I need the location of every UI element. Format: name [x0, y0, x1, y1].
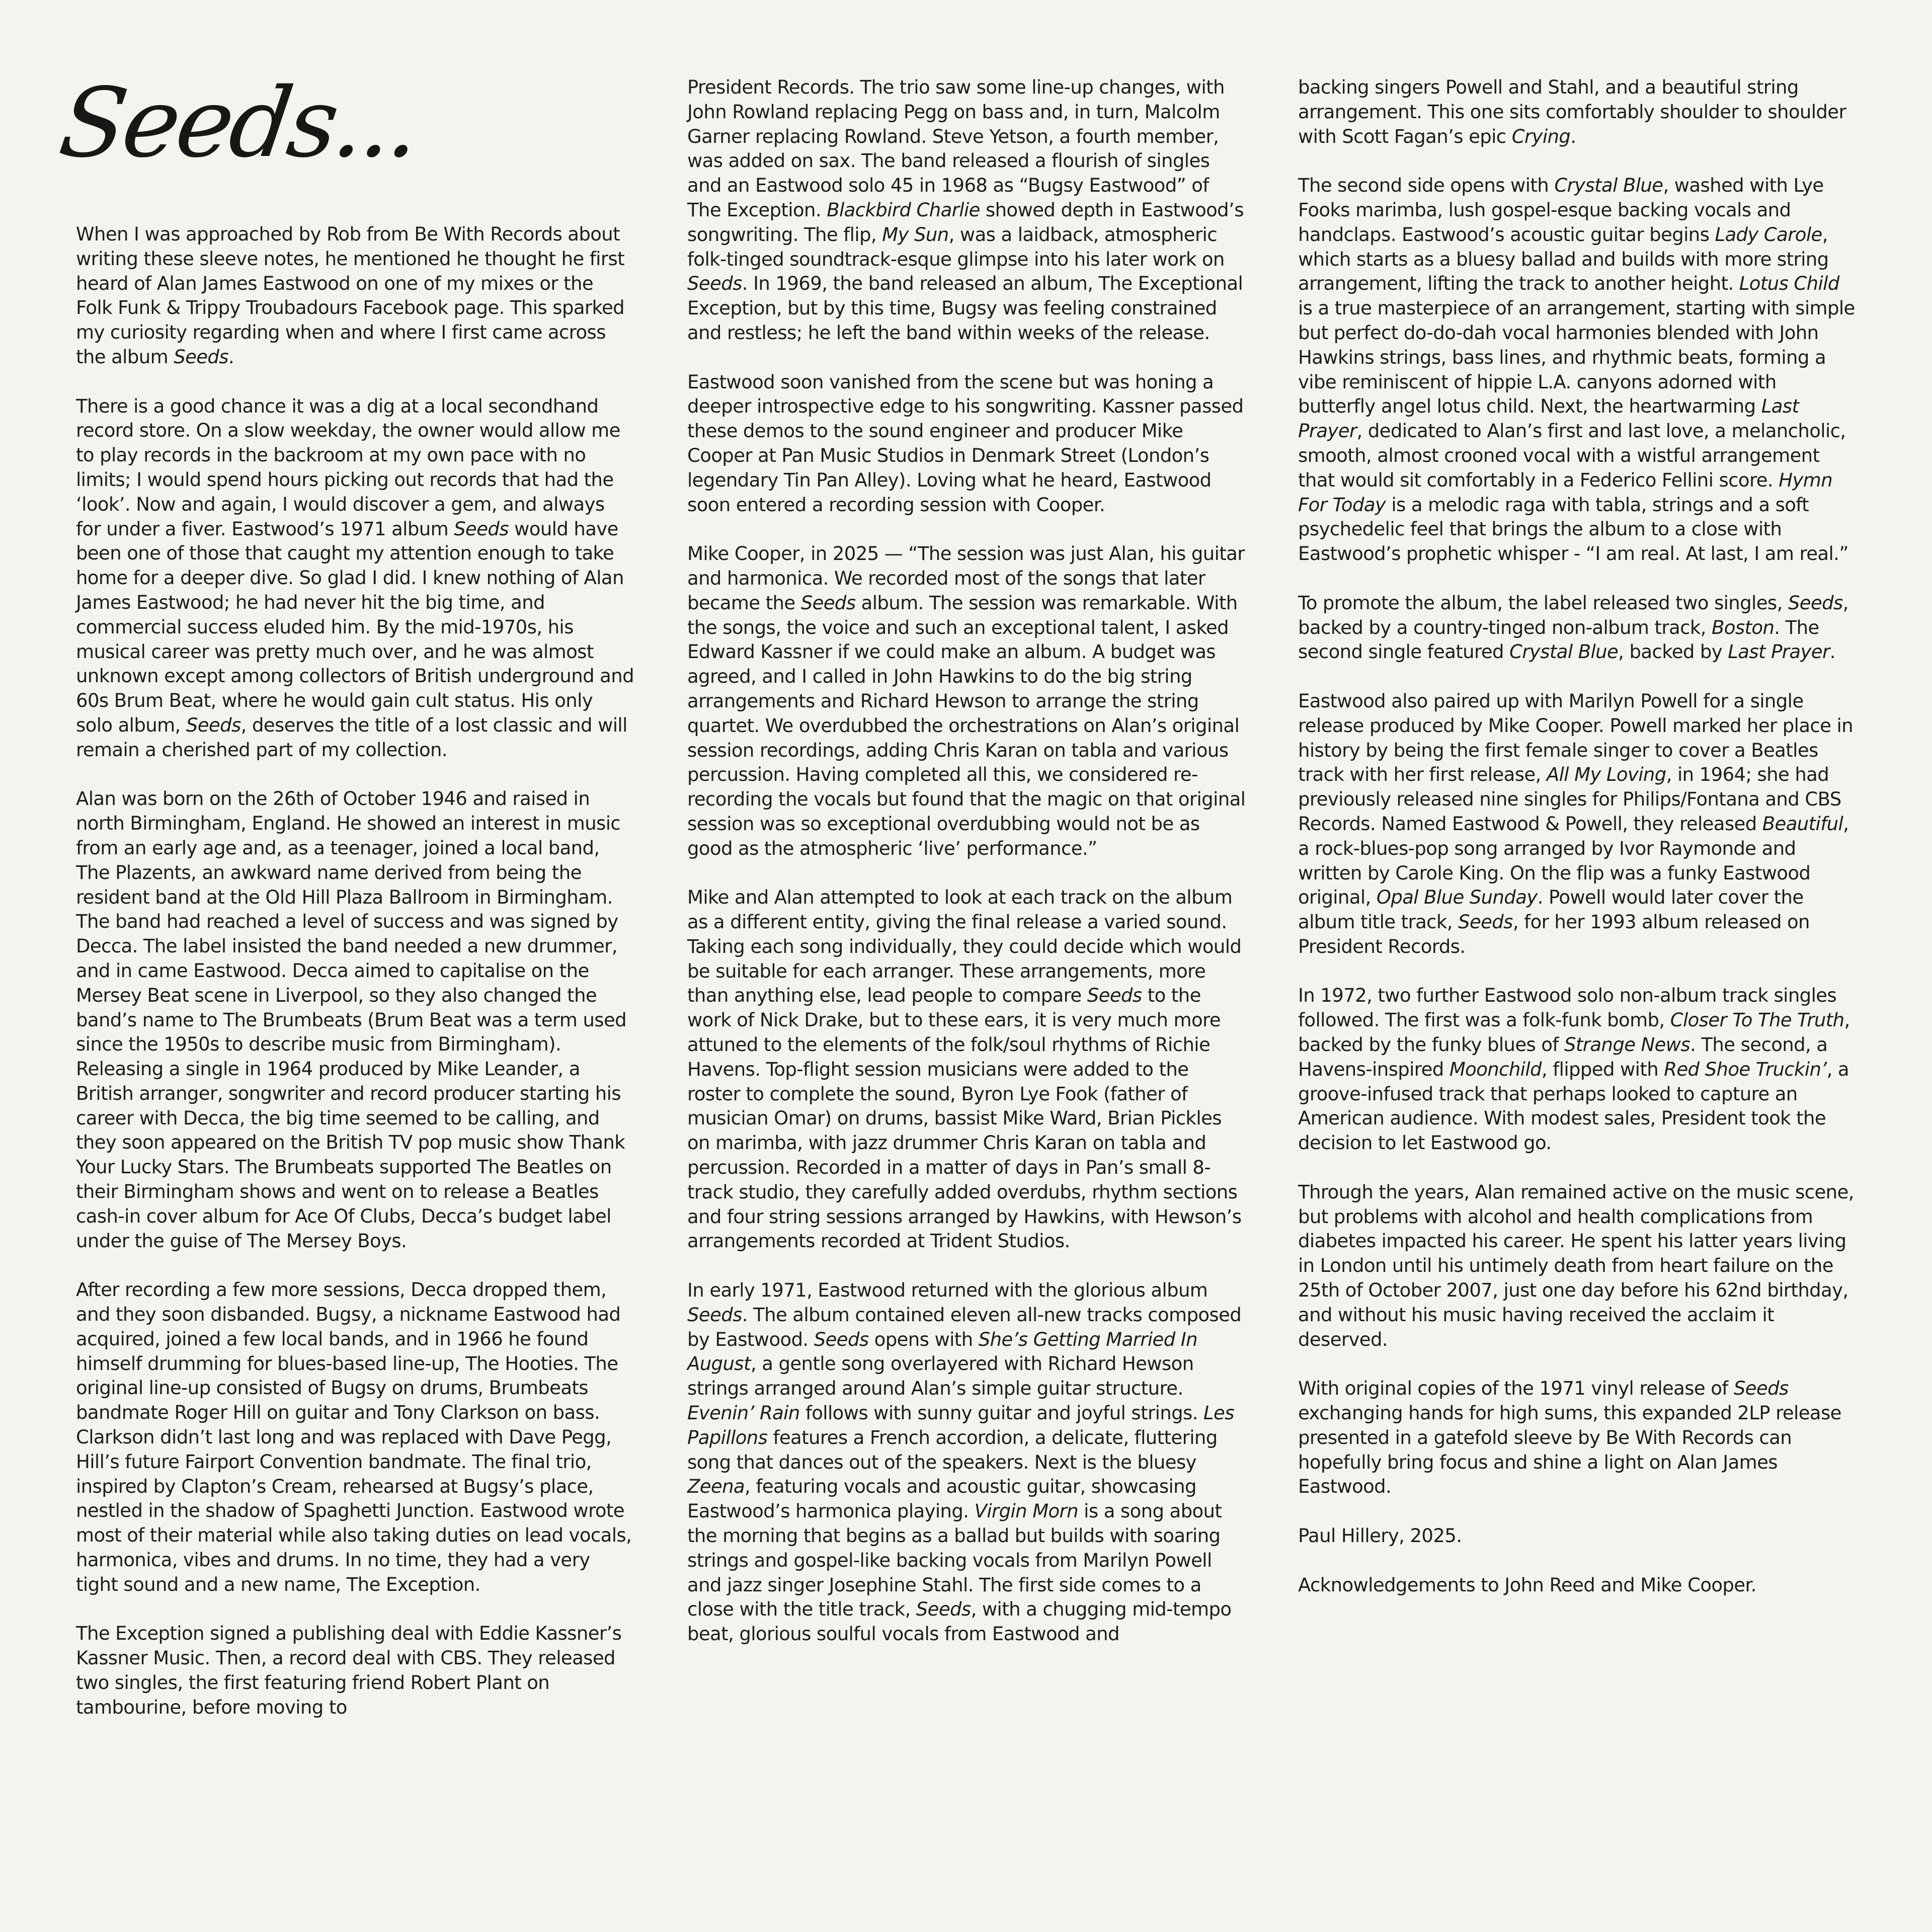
- paragraph: [1298, 1377, 1857, 1499]
- paragraph: [687, 370, 1246, 518]
- italic-title-text: Crystal Blue: [1554, 175, 1663, 197]
- italic-title-text: Crying: [1511, 125, 1571, 147]
- paragraph: [1298, 75, 1857, 149]
- text-run: to the work of Nick Drake, but to these ears, it is very much more attuned to the elements of the folk/soul rhythms of Richie Havens. Top-flight session musicians were added to the roster to complete the sound, Byron Lye Fook (father of musician Omar) on drums, bassist Mike Ward, Brian Pickles on marimba, with jazz drummer Chris Karan on tabla and percussion. Recorded in a matter of days in Pan’s small 8-track studio, they carefully added overdubs, rhythm sections and four string sessions arranged by Hawkins, with Hewson’s arrangements recorded at Trident Studios.: [687, 985, 1242, 1252]
- paragraph: [76, 787, 634, 1253]
- text-run: exchanging hands for high sums, this expanded 2LP release presented in a gatefold sleeve by Be With Records can hopefully bring focus and shine a light on Alan James Eastwood.: [1298, 1402, 1841, 1498]
- text-run: opens with: [868, 1328, 979, 1350]
- text-run: , backed by the funky blues of: [1298, 1009, 1850, 1056]
- italic-title-text: Beautiful: [1762, 813, 1843, 835]
- italic-title-text: Seeds: [1087, 985, 1142, 1007]
- text-run: President Records. The trio saw some line-up changes, with John Rowland replacing Pegg on bass and, in turn, Malcolm Garner replacing Rowland. Steve Yetson, a fourth member, was added on sax. The band released a flourish of singles and an Eastwood solo 45 in 1968 as “Bugsy Eastwood” of The Exception.: [687, 76, 1225, 221]
- italic-title-text: Lady Carole: [1715, 223, 1822, 246]
- italic-title-text: Last Prayer: [1728, 641, 1830, 663]
- text-run: , a rock-blues-pop song arranged by Ivor Raymonde and written by Carole King. On the flip was a funky Eastwood original,: [1298, 813, 1849, 909]
- italic-title-text: Hymn For Today: [1298, 469, 1833, 516]
- text-run: Mike and Alan attempted to look at each track on the album as a different entity, giving the final release a varied sound. Taking each song individually, they could decide which would be suitable for each arranger. These arrangements, more than anything else, lead people to compare: [687, 887, 1242, 1007]
- paragraph: [687, 542, 1246, 861]
- page-title: Seeds...: [53, 67, 425, 179]
- paragraph: [1298, 1524, 1857, 1549]
- text-run: is a melodic raga with tabla, strings and a soft psychedelic feel that brings the album to a close with Eastwood’s prophetic whisper - “I am real. At last, I am real.”: [1298, 494, 1848, 565]
- text-run: Through the years, Alan remained active on the music scene, but problems with alcohol and health complications from diabetes impacted his career. He spent his latter years living in London until his untimely death from heart failure on the 25th of October 2007, just one day before his 62nd birthday, and without his music having received the acclaim it deserved.: [1298, 1181, 1854, 1350]
- italic-title-text: Seeds: [1788, 592, 1843, 614]
- text-run: .: [1570, 125, 1576, 147]
- text-run: The Exception signed a publishing deal with Eddie Kassner’s Kassner Music. Then, a record deal with CBS. They released two singles, the first featuring friend Robert Plant on tambourine, before moving to: [76, 1623, 622, 1718]
- paragraph: [687, 75, 1246, 346]
- italic-title-text: Moonchild: [1449, 1058, 1542, 1080]
- text-run: showed depth in Eastwood’s songwriting. The flip,: [687, 199, 1244, 246]
- text-run: Eastwood also paired up with Marilyn Powell for a single release produced by Mike Cooper. Powell marked her place in history by being the first female singer to cover a Beatles track with her first release,: [1298, 690, 1854, 786]
- paragraph: [1298, 984, 1857, 1156]
- text-run: After recording a few more sessions, Decca dropped them, and they soon disbanded. Bugsy, a nickname Eastwood had acquired, joined a few local bands, and in 1966 he found himself drumming for blues-based line-up, The Hooties. The original line-up consisted of Bugsy on drums, Brumbeats bandmate Roger Hill on guitar and Tony Clarkson on bass. Clarkson didn’t last long and was replaced with Dave Pegg, Hill’s future Fairport Convention bandmate. The final trio, inspired by Clapton’s Cream, rehearsed at Bugsy’s place, nestled in the shadow of Spaghetti Junction. Eastwood wrote most of their material while also taking duties on lead vocals, harmonica, vibes and drums. In no time, they had a very tight sound and a new name, The Exception.: [76, 1279, 632, 1595]
- text-run: , dedicated to Alan’s first and last love, a melancholic, smooth, almost crooned vocal with a wistful arrangement that would sit comfortably in a Federico Fellini score.: [1298, 420, 1846, 491]
- text-run: , washed with Lye Fooks marimba, lush gospel-esque backing vocals and handclaps. Eastwood’s acoustic guitar begins: [1298, 175, 1824, 246]
- text-run: backing singers Powell and Stahl, and a beautiful string arrangement. This one sits comfortably shoulder to shoulder with Scott Fagan’s epic: [1298, 76, 1846, 147]
- text-column-1: [76, 222, 634, 1720]
- text-run: . The second, a Havens-inspired: [1298, 1034, 1828, 1080]
- italic-title-text: Seeds: [916, 1598, 971, 1621]
- paragraph: [76, 222, 634, 370]
- text-run: . In 1969, the band released an album, The Exceptional Exception, but by this time, Bugsy was feeling constrained and restless; he left the band within weeks of the release.: [687, 273, 1243, 344]
- text-run: . Powell would later cover the album title track,: [1298, 887, 1804, 933]
- text-run: In 1972, two further Eastwood solo non-album track singles followed. The first was a folk-funk bomb,: [1298, 985, 1837, 1031]
- text-run: There is a good chance it was a dig at a local secondhand record store. On a slow weekday, the owner would allow me to play records in the backroom at my own pace with no limits; I would spend hours picking out records that had the ‘look’. Now and again, I would discover a gem, and always for under a fiver. Eastwood’s 1971 album: [76, 395, 620, 540]
- text-run: Alan was born on the 26th of October 1946 and raised in north Birmingham, England. He showed an interest in music from an early age and, as a teenager, joined a local band, The Plazents, an awkward name derived from being the resident band at the Old Hill Plaza Ballroom in Birmingham. The band had reached a level of success and was signed by Decca. The label insisted the band needed a new drummer, and in came Eastwood. Decca aimed to capitalise on the Mersey Beat scene in Liverpool, so they also changed the band’s name to The Brumbeats (Brum Beat was a term used since the 1950s to describe music from Birmingham). Releasing a single in 1964 produced by Mike Leander, a British arranger, songwriter and record producer starting his career with Decca, the big time seemed to be calling, and they soon appeared on the British TV pop music show Thank Your Lucky Stars. The Brumbeats supported The Beatles on their Birmingham shows and went on to release a Beatles cash-in cover album for Ace Of Clubs, Decca’s budget label under the guise of The Mersey Boys.: [76, 788, 627, 1252]
- italic-title-text: Seeds: [1458, 911, 1513, 933]
- italic-title-text: Crystal Blue: [1509, 641, 1619, 663]
- italic-title-text: Virgin Morn: [974, 1500, 1079, 1522]
- text-run: is a song about the morning that begins as a ballad but builds with soaring strings and gospel-like backing vocals from Marilyn Powell and jazz singer Josephine Stahl. The first side comes to a close with the title track,: [687, 1500, 1222, 1621]
- paragraph: [1298, 174, 1857, 567]
- italic-title-text: Seeds: [174, 346, 228, 368]
- text-run: , which starts as a bluesy ballad and builds with more string arrangement, lifting the track to another height.: [1298, 223, 1829, 295]
- paragraph: [1298, 591, 1857, 665]
- italic-title-text: Last Prayer: [1298, 395, 1799, 442]
- text-run: album. The session was remarkable. With the songs, the voice and such an exceptional talent, I asked Edward Kassner if we could make an album. A budget was agreed, and I called in John Hawkins to do the big string arrangements and Richard Hewson to arrange the string quartet. We overdubbed the orchestrations on Alan’s original session recordings, adding Chris Karan on tabla and various percussion. Having completed all this, we considered re-recording the vocals but found that the magic on that original session was so exceptional overdubbing would not be as good as the atmospheric ‘live’ performance.”: [687, 592, 1246, 859]
- text-run: With original copies of the 1971 vinyl release of: [1298, 1378, 1734, 1400]
- text-run: .: [228, 346, 234, 368]
- text-column-3: [1298, 75, 1857, 1597]
- text-run: would have been one of those that caught my attention enough to take home for a deeper dive. So glad I did. I knew nothing of Alan James Eastwood; he had never hit the big time, and commercial success eluded him. By the mid-1970s, his musical career was pretty much over, and he was almost unknown except among collectors of British underground and 60s Brum Beat, where he would gain cult status. His only solo album,: [76, 518, 634, 736]
- paragraph: [76, 1622, 634, 1720]
- text-run: , with a chugging mid-tempo beat, glorious soulful vocals from Eastwood and: [687, 1598, 1232, 1645]
- text-run: , for her 1993 album released on President Records.: [1298, 911, 1810, 957]
- italic-title-text: Zeena: [687, 1476, 745, 1498]
- text-run: , a groove-infused track that perhaps looked to capture an American audience. With modest sales, President took the decision to let Eastwood go.: [1298, 1058, 1849, 1154]
- italic-title-text: Boston: [1712, 616, 1775, 638]
- italic-title-text: All My Loving: [1546, 764, 1666, 786]
- text-run: is a true masterpiece of an arrangement, starting with simple but perfect do-do-dah vocal harmonies blended with John Hawkins strings, bass lines, and rhythmic beats, forming a vibe reminiscent of hippie L.A. canyons adorned with butterfly angel lotus child. Next, the heartwarming: [1298, 297, 1855, 418]
- text-run: .: [1829, 641, 1835, 663]
- text-run: Mike Cooper, in 2025 — “The session was just Alan, his guitar and harmonica. We recorded most of the songs that later became the: [687, 543, 1245, 614]
- paragraph: [1298, 689, 1857, 959]
- italic-title-text: Seeds: [800, 592, 856, 614]
- italic-title-text: Red Shoe Truckin’: [1664, 1058, 1827, 1080]
- text-run: . The album contained eleven all-new tracks composed by Eastwood.: [687, 1304, 1242, 1350]
- text-run: , backed by a country-tinged non-album track,: [1298, 592, 1848, 638]
- paragraph: [1298, 1180, 1857, 1352]
- text-run: follows with sunny guitar and joyful strings.: [799, 1402, 1204, 1424]
- text-run: Eastwood soon vanished from the scene but was honing a deeper introspective edge to his songwriting. Kassner passed these demos to the sound engineer and producer Mike Cooper at Pan Music Studios in Denmark Street (London’s legendary Tin Pan Alley). Loving what he heard, Eastwood soon entered a recording session with Cooper.: [687, 371, 1244, 516]
- text-run: , backed by: [1618, 641, 1728, 663]
- text-run: , flipped with: [1541, 1058, 1664, 1080]
- italic-title-text: Les Papillons: [687, 1402, 1234, 1448]
- text-run: , in 1964; she had previously released nine singles for Philips/Fontana and CBS Records. Named Eastwood & Powell, they released: [1298, 764, 1841, 835]
- italic-title-text: Seeds: [1733, 1378, 1789, 1400]
- italic-title-text: Seeds: [454, 518, 509, 540]
- text-run: Acknowledgements to John Reed and Mike Cooper.: [1298, 1574, 1756, 1596]
- italic-title-text: Lotus Child: [1739, 273, 1839, 295]
- italic-title-text: She’s Getting Married In August: [687, 1328, 1197, 1375]
- text-run: . The second single featured: [1298, 616, 1819, 663]
- text-run: , deserves the title of a lost classic and will remain a cherished part of my collection.: [76, 714, 627, 761]
- text-run: In early 1971, Eastwood returned with the glorious album: [687, 1279, 1208, 1302]
- paragraph: [76, 1278, 634, 1597]
- italic-title-text: Blackbird Charlie: [827, 199, 980, 221]
- text-column-2: [687, 75, 1246, 1647]
- paragraph: [76, 394, 634, 763]
- italic-title-text: Strange News: [1564, 1034, 1691, 1056]
- italic-title-text: Seeds: [186, 714, 241, 736]
- italic-title-text: My Sun: [882, 223, 949, 246]
- italic-title-text: Seeds: [687, 273, 742, 295]
- text-run: Paul Hillery, 2025.: [1298, 1525, 1462, 1547]
- italic-title-text: Seeds: [687, 1304, 742, 1326]
- paragraph: [1298, 1573, 1857, 1598]
- italic-title-text: Opal Blue Sunday: [1376, 887, 1538, 909]
- italic-title-text: Closer To The Truth: [1670, 1009, 1844, 1031]
- paragraph: [687, 886, 1246, 1254]
- text-run: features a French accordion, a delicate, fluttering song that dances out of the speakers. Next is the bluesy: [687, 1426, 1218, 1473]
- paragraph: [687, 1278, 1246, 1647]
- text-run: When I was approached by Rob from Be With Records about writing these sleeve notes, he mentioned he thought he first heard of Alan James Eastwood on one of my mixes or the Folk Funk & Trippy Troubadours Facebook page. This sparked my curiosity regarding when and where I first came across the album: [76, 223, 625, 368]
- text-run: , featuring vocals and acoustic guitar, showcasing Eastwood’s harmonica playing.: [687, 1476, 1196, 1522]
- text-run: The second side opens with: [1298, 175, 1555, 197]
- text-run: , a gentle song overlayered with Richard Hewson strings arranged around Alan’s simple guitar structure.: [687, 1353, 1194, 1400]
- italic-title-text: Evenin’ Rain: [687, 1402, 800, 1424]
- text-run: To promote the album, the label released two singles,: [1298, 592, 1788, 614]
- italic-title-text: Seeds: [814, 1328, 869, 1350]
- text-run: , was a laidback, atmospheric folk-tinged soundtrack-esque glimpse into his later work on: [687, 223, 1225, 270]
